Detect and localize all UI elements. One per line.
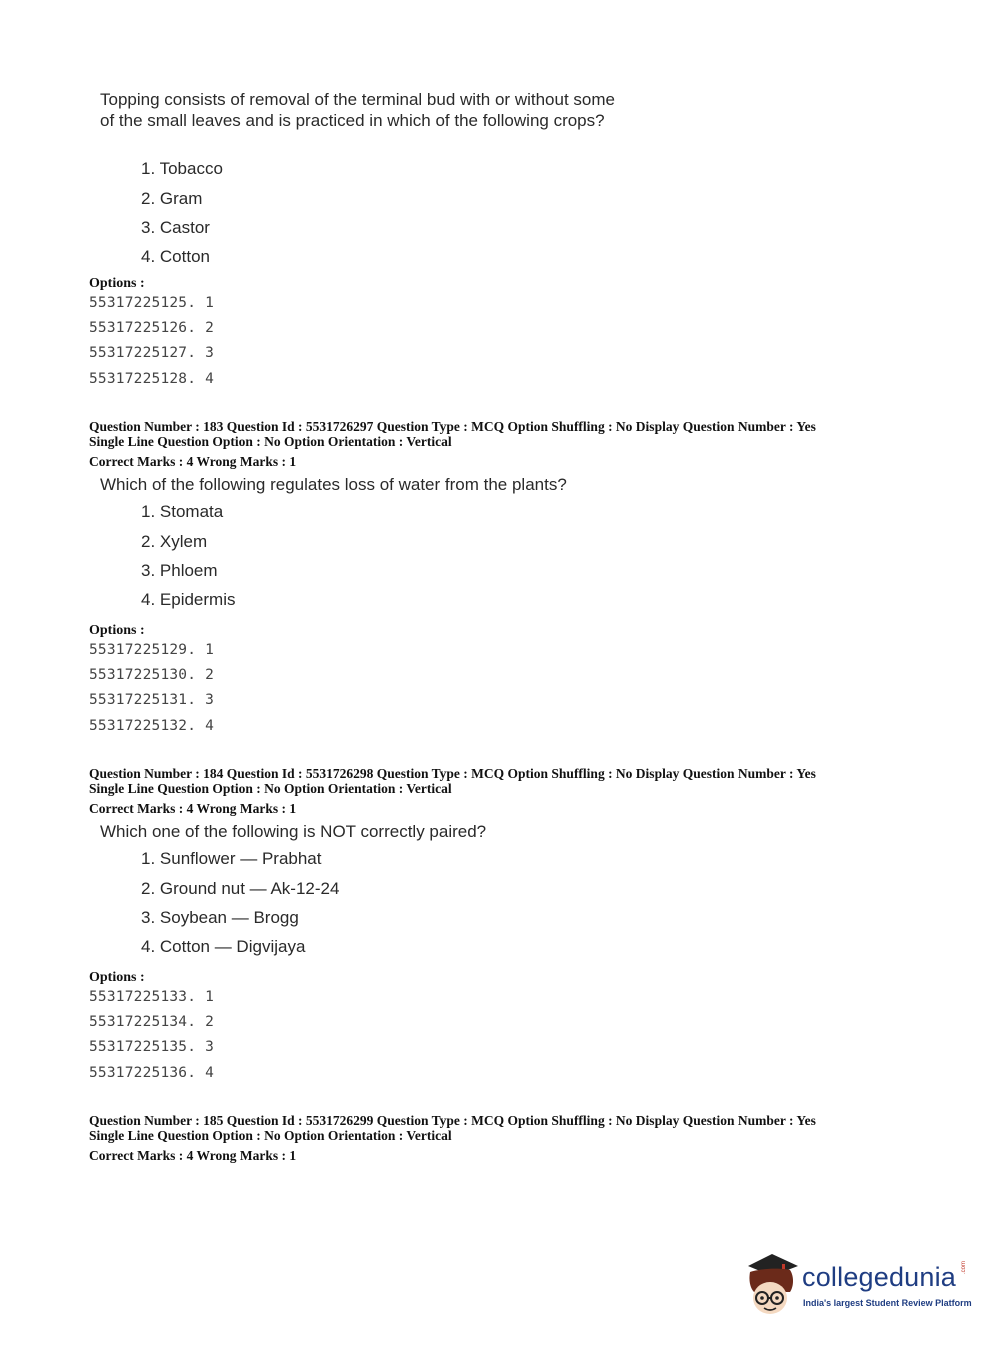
logo-wordmark: collegedunia xyxy=(802,1262,957,1292)
logo-suffix: .com xyxy=(961,1260,967,1274)
collegedunia-logo[interactable] xyxy=(742,1250,972,1322)
q184-option-1: 55317225133. 1 xyxy=(89,989,215,1005)
q184-options-label: Options : xyxy=(89,970,145,985)
q182-option-1: 55317225125. 1 xyxy=(89,295,215,311)
q182-option-2: 55317225126. 2 xyxy=(89,320,215,336)
q182-choice-2: 2. Gram xyxy=(141,189,203,208)
q184-option-2: 55317225134. 2 xyxy=(89,1014,215,1030)
q185-meta-line-1: Question Number : 185 Question Id : 5531726299 Question Type : MCQ Option Shuffling : No Display Question Number : Yes xyxy=(89,1113,816,1128)
q182-option-3: 55317225127. 3 xyxy=(89,345,215,361)
mascot-icon xyxy=(742,1250,802,1322)
q183-choice-3: 3. Phloem xyxy=(141,561,218,580)
q182-choice-4: 4. Cotton xyxy=(141,247,210,266)
q185-marks: Correct Marks : 4 Wrong Marks : 1 xyxy=(89,1148,297,1163)
q182-options-label: Options : xyxy=(89,276,145,291)
q184-meta-line-2: Single Line Question Option : No Option Orientation : Vertical xyxy=(89,781,452,796)
q183-choice-2: 2. Xylem xyxy=(141,532,208,551)
q183-option-1: 55317225129. 1 xyxy=(89,642,215,658)
q183-option-3: 55317225131. 3 xyxy=(89,692,215,708)
q184-choice-4: 4. Cotton — Digvijaya xyxy=(141,937,306,956)
q182-choice-3: 3. Castor xyxy=(141,218,210,237)
logo-tagline: India's largest Student Review Platform xyxy=(803,1298,972,1308)
q183-option-4: 55317225132. 4 xyxy=(89,718,215,734)
q184-choice-2: 2. Ground nut — Ak-12-24 xyxy=(141,879,340,898)
q184-marks: Correct Marks : 4 Wrong Marks : 1 xyxy=(89,801,297,816)
q184-meta-line-1: Question Number : 184 Question Id : 5531726298 Question Type : MCQ Option Shuffling : No Display Question Number : Yes xyxy=(89,766,816,781)
q183-meta-line-2: Single Line Question Option : No Option Orientation : Vertical xyxy=(89,434,452,449)
q183-option-2: 55317225130. 2 xyxy=(89,667,215,683)
question-183-text: Which of the following regulates loss of water from the plants? xyxy=(100,475,567,494)
q184-choice-3: 3. Soybean — Brogg xyxy=(141,908,299,927)
q183-meta-line-1: Question Number : 183 Question Id : 5531726297 Question Type : MCQ Option Shuffling : No Display Question Number : Yes xyxy=(89,419,816,434)
question-184-text: Which one of the following is NOT correctly paired? xyxy=(100,822,487,841)
q184-option-4: 55317225136. 4 xyxy=(89,1065,215,1081)
q183-choice-4: 4. Epidermis xyxy=(141,590,236,609)
q182-choice-1: 1. Tobacco xyxy=(141,159,223,178)
q183-options-label: Options : xyxy=(89,623,145,638)
q183-choice-1: 1. Stomata xyxy=(141,502,224,521)
q182-option-4: 55317225128. 4 xyxy=(89,371,215,387)
q184-choice-1: 1. Sunflower — Prabhat xyxy=(141,849,322,868)
q184-option-3: 55317225135. 3 xyxy=(89,1039,215,1055)
q185-meta-line-2: Single Line Question Option : No Option Orientation : Vertical xyxy=(89,1128,452,1143)
question-182-text: Topping consists of removal of the terminal bud with or without some of the small leaves and is practiced in which of the following crops? xyxy=(100,90,615,130)
q183-marks: Correct Marks : 4 Wrong Marks : 1 xyxy=(89,454,297,469)
